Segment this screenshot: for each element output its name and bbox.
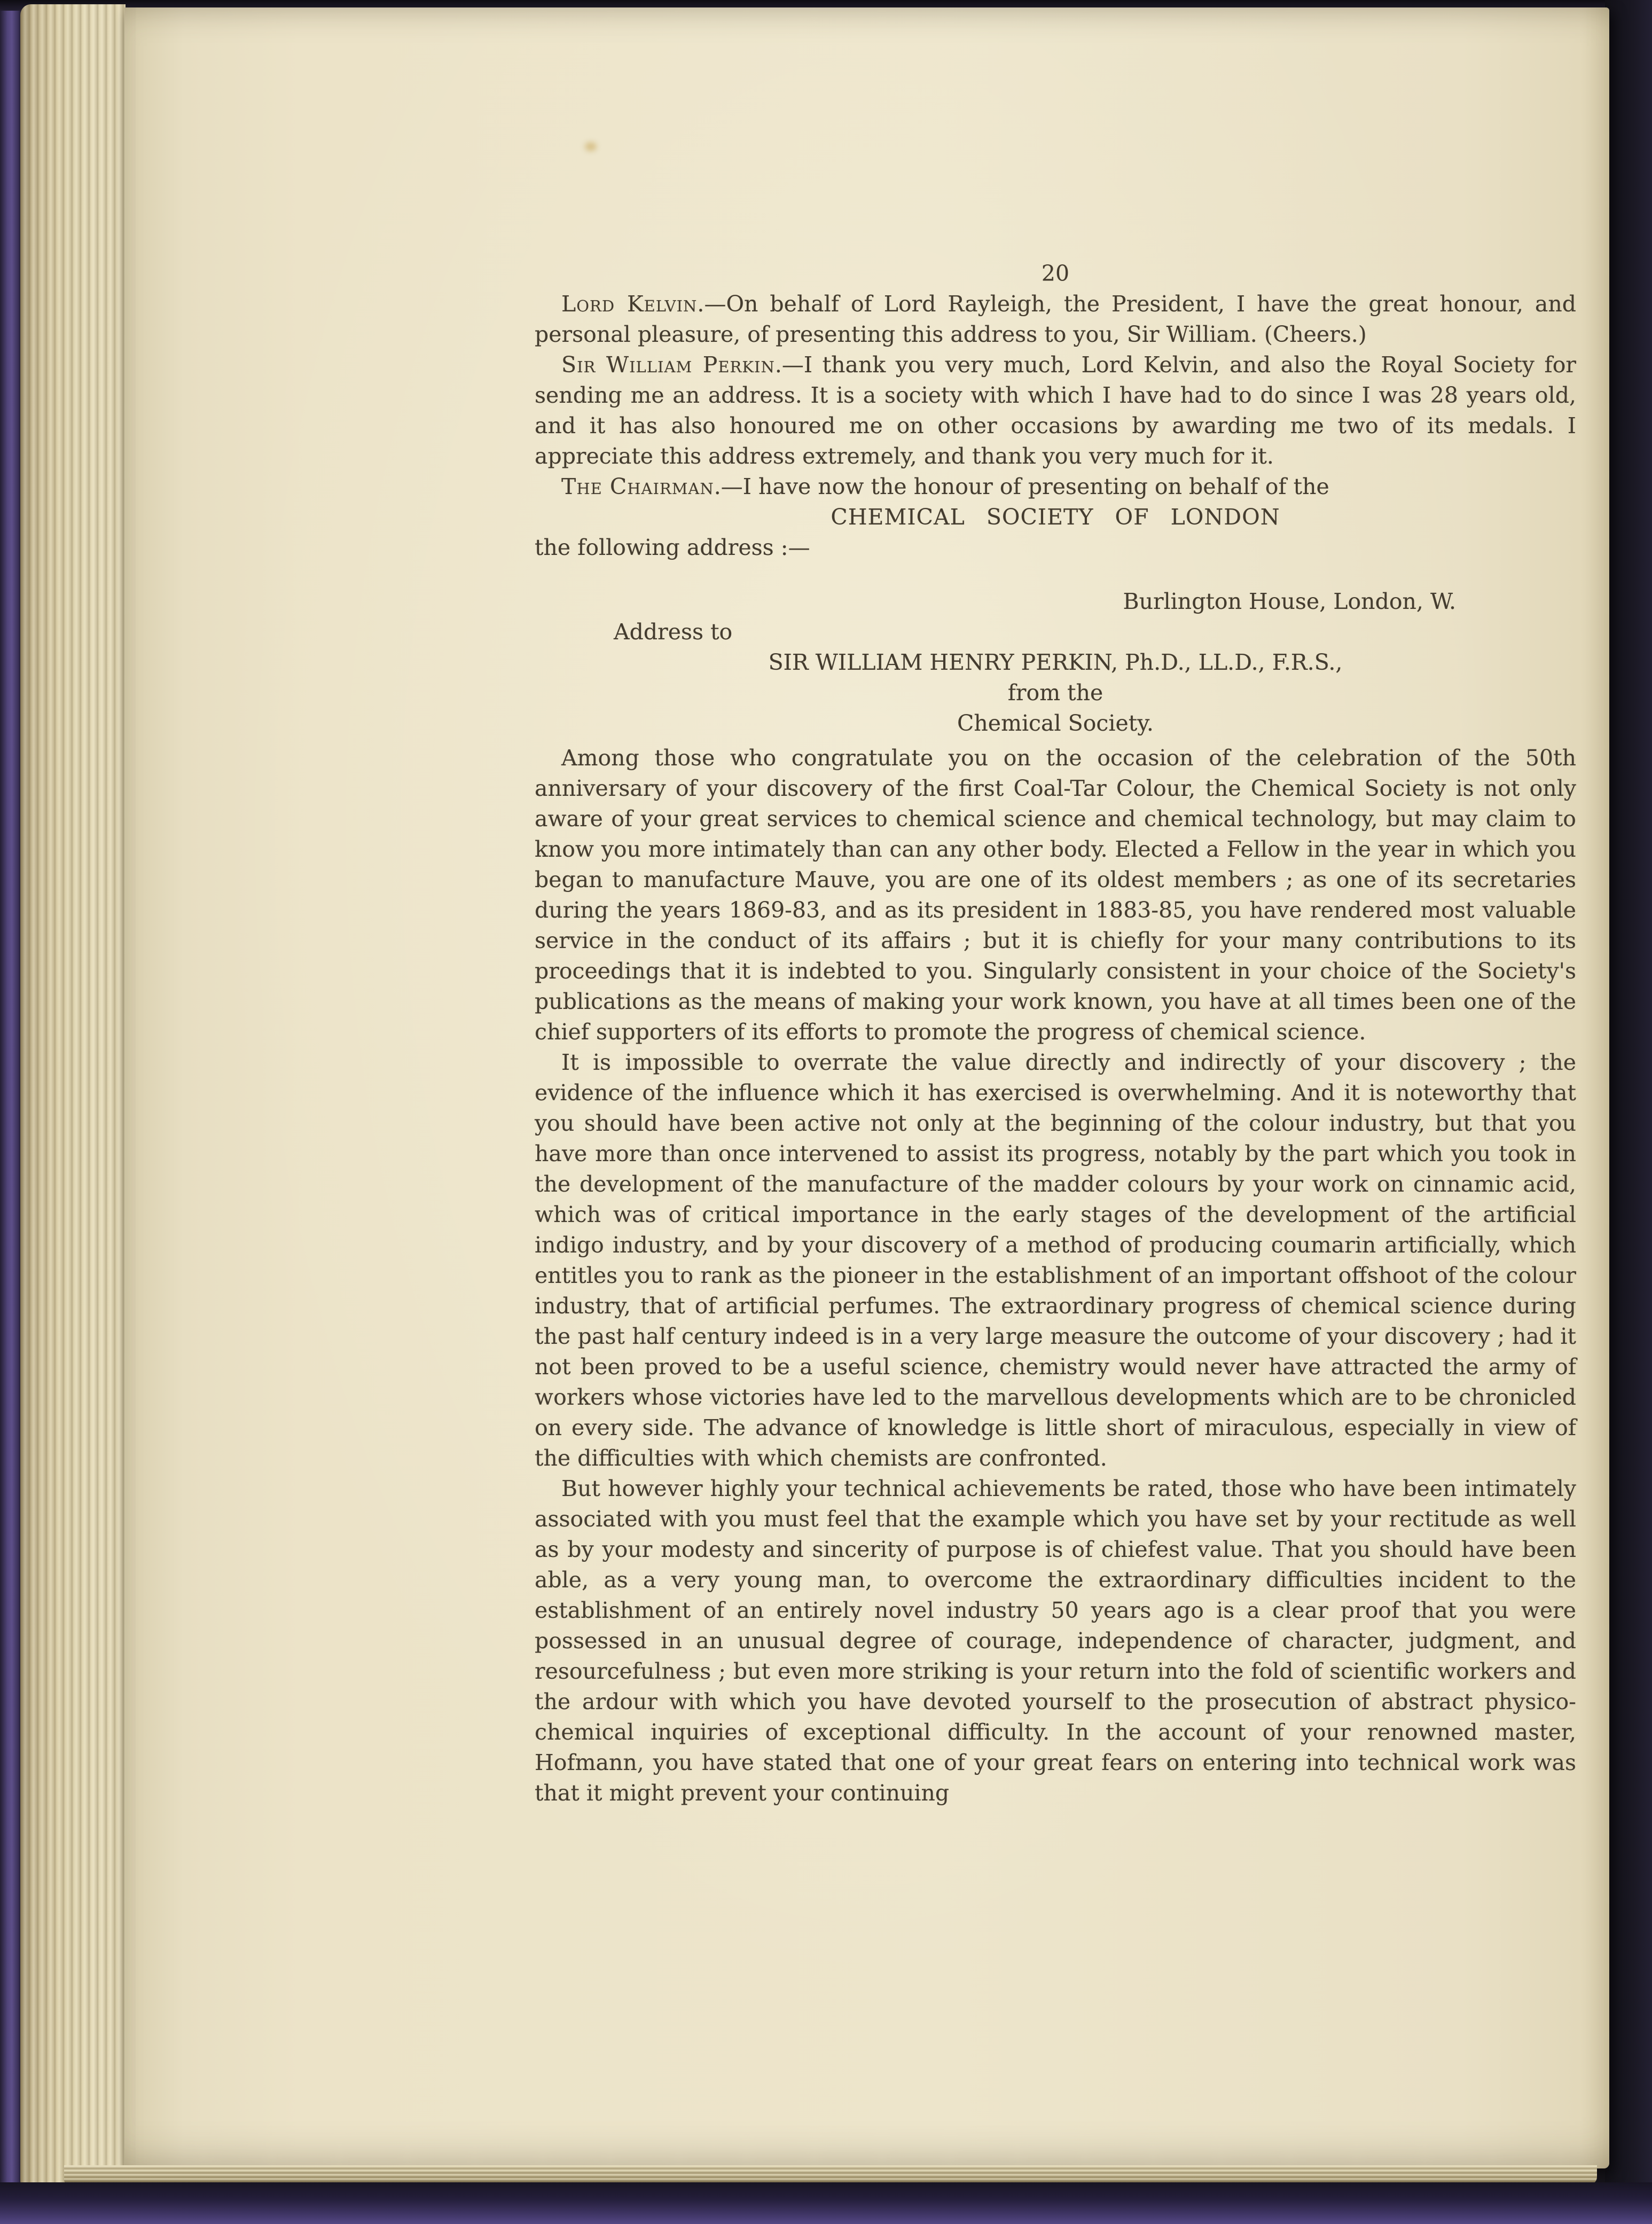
book-page — [124, 7, 1609, 2168]
book-spine — [0, 0, 21, 2224]
speaker-name: Lord Kelvin — [561, 291, 698, 317]
speaker-name: The Chairman — [561, 474, 714, 499]
address-body-paragraph: It is impossible to overrate the value directly and indirectly of your discovery ; the evidence of the influence which it has exercised is overwhelming. And it is noteworthy that you should have been active not only at the beginning of the colour industry, but that you have more than once intervened to assist its progress, notably by the part which you took in the development of the manufacture of the madder colours by your work on cinnamic acid, which was of critical importance in the early stages of the development of the artificial indigo industry, and by your discovery of a method of producing coumarin artificially, which entitles you to rank as the pioneer in the establishment of an important offshoot of the colour industry, that of artificial perfumes. The extraordinary progress of chemical science during the past half century indeed is in a very large measure the outcome of your discovery ; had it not been proved to be a useful science, chemistry would never have attracted the army of workers whose victories have led to the marvellous developments which are to be chronicled on every side. The advance of knowledge is little short of miraculous, especially in view of the difficulties with which chemists are confronted. — [535, 1050, 1576, 1471]
address-body-paragraph: But however highly your technical achievements be rated, those who have been intimately associated with you must feel that the example which you have set by your rectitude as well as by your modesty and sincerity of purpose is of chiefest value. That you should have been able, as a very young man, to overcome the extraordinary difficulties incident to the establishment of an entirely novel industry 50 years ago is a clear proof that you were possessed in an unusual degree of courage, independence of character, judgment, and resourcefulness ; but even more striking is your return into the fold of scientific workers and the ardour with which you have devoted yourself to the prosecution of abstract physico-chemical inquiries of exceptional difficulty. In the account of your renowned master, Hofmann, you have stated that one of your great fears on entering into technical work was that it might prevent your continuing — [535, 1476, 1576, 1806]
address-to-label: Address to — [614, 619, 733, 645]
speech-text: .—I thank you very much, Lord Kelvin, and also the Royal Society for sending me an address. It is a society with which I have had to do since I was 28 years old, and it has also honoured me on other occasions by awarding me two of its medals. I appreciate this address extremely, and thank you very much for it. — [535, 352, 1576, 469]
page-text-block — [535, 259, 1576, 1808]
page-edges-left — [20, 4, 126, 2189]
paper-foxing-spot — [585, 142, 597, 151]
speaker-name: Sir William Perkin — [561, 352, 775, 378]
book-cover-bottom — [0, 2182, 1652, 2224]
society-heading: CHEMICAL SOCIETY OF LONDON — [831, 504, 1280, 530]
address-from-the: from the — [1007, 680, 1103, 706]
book-cover-right — [1605, 0, 1652, 2224]
address-society-name: Chemical Society. — [957, 710, 1154, 736]
speech-text: .—I have now the honour of presenting on behalf of the — [714, 474, 1329, 499]
speech-chairman — [535, 472, 1576, 502]
address-location: Burlington House, London, W. — [1123, 589, 1456, 614]
following-address-line: the following address :— — [535, 535, 810, 560]
address-body-paragraph: Among those who congratulate you on the occasion of the celebration of the 50th anniversary of your discovery of the first Coal-Tar Colour, the Chemical Society is not only aware of your great services to chemical science and chemical technology, but may claim to know you more intimately than can any other body. Elected a Fellow in the year in which you began to manufacture Mauve, you are one of its oldest members ; as one of its secretaries during the years 1869-83, and as its president in 1883-85, you have rendered most valuable service in the conduct of its affairs ; but it is chiefly for your many contributions to its proceedings that it is indebted to you. Singularly consistent in your choice of the Society's publications as the means of making your work known, you have at all times been one of the chief supporters of its efforts to promote the progress of chemical science. — [535, 745, 1576, 1045]
page-number: 20 — [1041, 261, 1070, 286]
address-recipient: SIR WILLIAM HENRY PERKIN, Ph.D., LL.D., F.R.S., — [768, 649, 1343, 675]
page-edges-bottom — [64, 2165, 1597, 2184]
speech-sir-william-perkin — [535, 350, 1576, 472]
speech-lord-kelvin — [535, 289, 1576, 350]
speech-text: .—On behalf of Lord Rayleigh, the President, I have the great honour, and personal pleasure, of presenting this address to you, Sir William. (Cheers.) — [535, 291, 1577, 347]
